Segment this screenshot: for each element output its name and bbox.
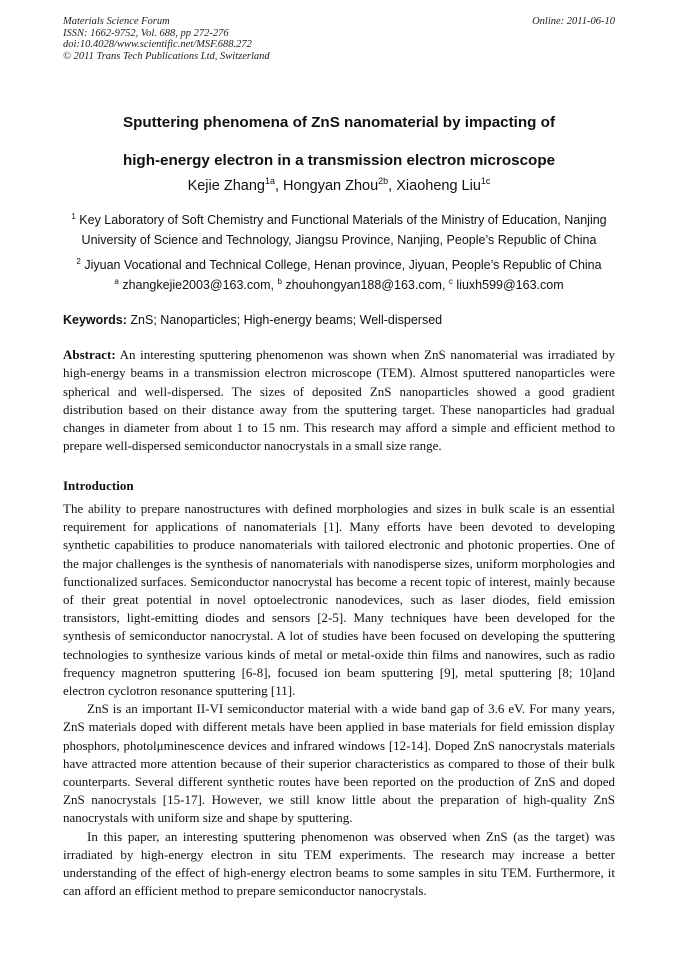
page-header — [63, 16, 615, 62]
journal-doi: doi:10.4028/www.scientific.net/MSF.688.272 — [63, 39, 252, 50]
email-link[interactable]: zhouhongyan188@163.com, — [285, 277, 449, 292]
author-name: Hongyan Zhou — [283, 178, 379, 194]
author-affiliation-mark: 1a — [264, 176, 275, 187]
paragraph: ZnS is an important II-VI semiconductor material with a wide band gap of 3.6 eV. For many years, ZnS materials doped with different metals have been applied in base materials for field emission display phosphors, photolμminescence devices and infrared windows [12-14]. Doped ZnS nanocrystals materials have attracted more attention because of their superior characteristics as compared to those of their bulk counterparts. Several different synthetic routes have been reported on the production of ZnS and doped ZnS nanocrystals [15-17]. However, we still know little about the preparation of high-quality ZnS nanocrystals with uniform size and shape by sputtering. — [63, 701, 615, 826]
author-affiliation-mark: 1c — [480, 176, 491, 187]
author-affiliation-mark: 2b — [378, 176, 389, 187]
journal-name: Materials Science Forum — [63, 16, 170, 27]
abstract-label: Abstract: — [63, 347, 116, 362]
email-mark: a — [114, 276, 119, 286]
affiliation-1 — [63, 211, 615, 250]
email-mark: c — [448, 276, 453, 286]
journal-info — [63, 16, 270, 62]
affiliation-text: Key Laboratory of Soft Chemistry and Functional Materials of the Ministry of Education, Nanjing University of Science and Technology, Jiangsu Province, Nanjing, People’s Republic of China — [79, 213, 607, 247]
email-link[interactable]: liuxh599@163.com — [456, 277, 564, 292]
email-link[interactable]: zhangkejie2003@163.com, — [122, 277, 278, 292]
journal-copyright: © 2011 Trans Tech Publications Ltd, Switzerland — [63, 50, 270, 62]
journal-issn: ISSN: 1662-9752, Vol. 688, pp 272-276 — [63, 27, 229, 39]
paper-title — [63, 104, 615, 180]
title-line-2: high-energy electron in a transmission electron microscope — [122, 152, 556, 169]
abstract-text: An interesting sputtering phenomenon was shown when ZnS nanomaterial was irradiated by high-energy beams in a transmission electron microscope (TEM). Almost sputtered nanoparticles were spherical and well-dispersed. The sizes of deposited ZnS nanoparticles showed a good gradient distribution based on their distance away from the sputtering target. These nanoparticles had gradual changes in diameter from about 1 to 15 nm. This research may afford a simple and efficient method to prepare well-dispersed semiconductor nanocrystals in a small size range. — [63, 347, 615, 454]
title-line-1: Sputtering phenomena of ZnS nanomaterial by impacting of — [122, 114, 556, 131]
introduction-body — [63, 500, 615, 900]
affiliation-mark: 1 — [71, 211, 76, 221]
affiliation-2 — [63, 256, 615, 295]
affiliation-mark: 2 — [76, 256, 81, 266]
keywords-text: ZnS; Nanoparticles; High-energy beams; Well-dispersed — [130, 313, 443, 327]
author-list: Kejie Zhang$^{1a}$, Hongyan Zhou$^{2b}$, Xiaoheng Liu$^{1c}$ — [187, 176, 491, 194]
paragraph: In this paper, an interesting sputtering phenomenon was observed when ZnS (as the target) was irradiated by high-energy electron in situ TEM experiments. The research may increase a better understanding of the effect of high-energy electron beams to some samples in situ TEM. Furthermore, it can afford an efficient method to prepare semiconductor nanocrystals. — [63, 828, 615, 899]
author-name: Kejie Zhang — [187, 178, 265, 194]
author-name: Xiaoheng Liu — [396, 178, 481, 194]
keywords-label: Keywords: — [63, 313, 127, 327]
abstract — [63, 346, 615, 456]
affiliation-text: Jiyuan Vocational and Technical College, Henan province, Jiyuan, People’s Republic of China — [84, 258, 602, 272]
email-mark: b — [277, 276, 282, 286]
online-date: Online: 2011-06-10 — [532, 16, 615, 27]
keywords — [63, 313, 615, 327]
section-heading-introduction: Introduction — [63, 478, 134, 493]
paragraph: The ability to prepare nanostructures with defined morphologies and sizes in bulk scale is an essential requirement for applications of nanomaterials [1]. Many efforts have been devoted to developing synthetic capabilities to produce nanomaterials with tailored electronic and photonic properties. One of the major challenges is the synthesis of nanomaterials with nanodisperse sizes, uniform morphologies and functionalized surfaces. Semiconductor nanocrystal has become a recent topic of interest, mainly because of their great potential in novel optoelectronic nanodevices, such as laser diodes, field emission transistors, light-emitting diodes and sensors [2-5]. Many techniques have been developed for the synthesis of semiconductor nanocrystal. A lot of studies have been focused on developing the sputtering technologies to synthesize various kinds of metal or metal-oxide thin films and nanowires, such as radio frequency magnetron sputtering [6-8], focused ion beam sputtering [9], metal sputtering [8; 10]and electron cyclotron resonance sputtering [11]. — [63, 501, 615, 699]
